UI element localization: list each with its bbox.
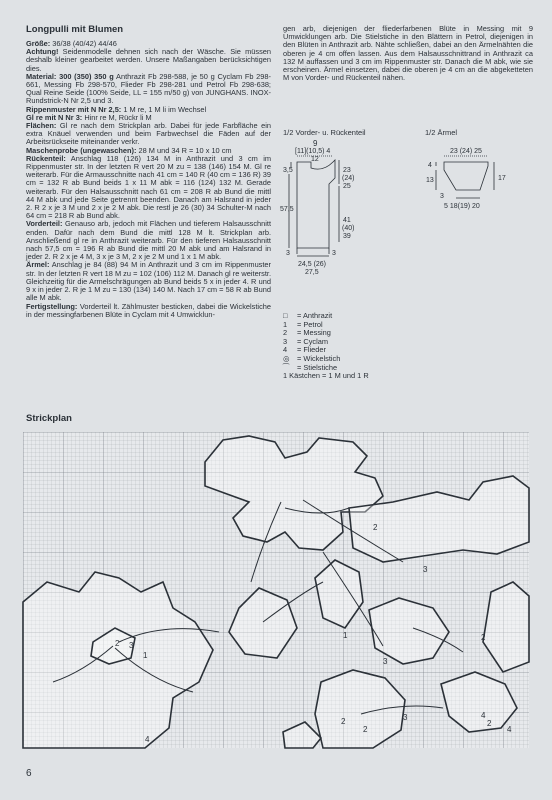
chart-title: Strickplan [26,413,72,424]
knitting-chart [23,432,529,748]
dim-35: 3,5 [283,167,293,174]
sleeve-13: 13 [426,177,434,184]
dim-575: 57,5 [280,206,294,213]
paragraph-text: Anschlag je 84 (88) 94 M in Anthrazit und 3 cm im Rippenmuster str. In der letzten R vert 18 M zu = 102 (106) 112 M. Danach gl re weiterstr. Gleichzeitig für die Armelschrägungen ab Bund beids 5 x in jeder 4. R und 9 x in jeder 2. R je 1 M zu = 130 (134) 140 M. Nach 17 cm = 58 R ab Bund alle M abk. [26,260,271,303]
paragraph-heading: Maschenprobe (ungewaschen): [26,145,137,155]
sleeve-4: 4 [428,162,432,169]
legend-symbol: 1 [283,319,288,329]
legend-label: = Anthrazit [297,311,333,320]
chart-color-number: 3 [129,641,134,650]
instruction-paragraph [26,122,271,147]
chart-color-number: 4 [507,725,512,734]
legend-symbol: 3 [283,336,288,346]
paragraph-text: Genauso arb, jedoch mit Flächen und tieferem Halsausschnitt enden. Dafür nach dem Bund die mittl 128 M lt. Strickplan arb. Anschließend gl re in Anthrazit weiterarb. Für den tieferen Halsausschnitt nach 57,5 cm = 196 R ab Bund die mittl 20 M abk und am Halsrand in jeder 2. R 2 x je 4 M, 3 x je 3 M, 2 x je 2 M und 1 x 1 M abk. [26,219,271,262]
legend-symbol: 2 [283,328,288,338]
paragraph-heading: Material: 300 (350) 350 g [26,71,114,81]
paragraph-text: 28 M und 34 R = 10 x 10 cm [136,145,232,155]
dim-40: (40) [342,225,355,232]
chart-color-number: 2 [341,717,346,726]
paragraph-heading: Fertigstellung: [26,301,78,311]
instruction-paragraph [26,73,271,106]
instruction-paragraphs [26,40,271,319]
legend-label: = Wickelstich [297,353,341,363]
dim-245: 24,5 (26) [298,261,327,268]
legend-symbol: 4 [283,345,288,355]
paragraph-text: Anthrazit Fb 298-588, je 50 g Cyclam Fb 298-661, Messing Fb 298-570, Flieder Fb 298-281 und Petrol Fb 298-638; Qual Reine Seide (100% Seide, LL = 155 m/50 g) von JUNGHANS. INOX-Rundstrick-N Nr 2,5 und 3. [26,71,271,106]
paragraph-heading: Ärmel: [26,260,50,270]
dim-39: 39 [343,233,351,240]
sleeve-schematic [418,140,518,220]
legend-symbol: □ [283,311,288,320]
instruction-paragraph [26,303,271,319]
chart-color-number: 2 [487,719,492,728]
dim-41: 41 [343,217,351,224]
instruction-paragraph [26,48,271,73]
chart-color-number: 4 [481,711,486,720]
legend-label: = Cyclam [297,336,329,346]
dim-3-right: 3 [332,250,336,257]
paragraph-heading: Achtung! [26,47,59,57]
body-outline [297,160,335,248]
chart-color-number: 2 [115,639,120,648]
page-number: 6 [26,768,32,779]
body-schematic [280,138,393,278]
dim-9: 9 [313,139,318,148]
instruction-paragraph [26,155,271,221]
sleeve-3: 3 [440,193,444,200]
chart-color-number: 2 [481,633,486,642]
instruction-paragraph [26,261,271,302]
paragraph-text: 1 M re, 1 M li im Wechsel [121,104,207,114]
chart-color-number: 2 [373,523,378,532]
paragraph-text: Gl re nach dem Strickplan arb. Dabei für jede Farbfläche ein extra Knäuel verwenden und beim Farbwechsel die Fäden auf der Arbeitsrückseite miteinander verkr. [26,121,271,147]
paragraph-text: Anschlag 118 (126) 134 M in Anthrazit und 3 cm im Rippenmuster str. In der letzten R vert 20 M zu = 138 (146) 154 M. Gl re weiterarb. Für die Armausschnitte nach 41 cm = 140 R (40 cm = 136 R) 39 cm = 132 R ab Bund beids 1 x 11 M abk = 116 (124) 132 M. Gerade weiterarb. Für den Halsausschnitt nach 61 cm = 208 R ab Bund die mittl 44 M abk und jede Seite getrennt beenden. Danach am Halsrand in jeder 2. R 2 x je 3 M und 2 x je 2 M abk. Die restl je 26 (30) 34 Schulter-M nach 64 cm = 218 R ab Bund abk. [26,153,271,221]
dim-12: 12 [311,156,319,163]
dim-275: 27,5 [305,269,319,276]
paragraph-heading: Gl re mit N Nr 3: [26,112,83,122]
sleeve-bottom: 5 18(19) 20 [444,203,480,210]
paragraph-heading: Rückenteil: [26,153,66,163]
chart-color-number: 1 [143,651,148,660]
paragraph-heading: Rippenmuster mit N Nr 2,5: [26,104,122,114]
legend-item [283,372,423,381]
legend-label: = Flieder [297,345,326,355]
sleeve-diagram-title: 1/2 Ärmel [425,128,458,137]
stielstich-icon: ⁀ [283,362,289,372]
dim-top-widths: [11](10,5) 4 [295,148,331,155]
paragraph-heading: Flächen: [26,121,57,131]
chart-color-number: 3 [383,657,388,666]
sleeve-outline [444,162,488,190]
rib-band [297,248,329,254]
sleeve-17: 17 [498,175,506,182]
paragraph-text: Vorderteil lt. Zählmuster besticken, dabei die Wickelstiche in der messingfarbenen Blüte in Cyclam mit 4 Umwicklun- [26,301,271,319]
paragraph-text: Hinr re M, Rückr li M [82,112,152,122]
instructions-column-left [26,25,271,319]
wickelstich-icon: ◎ [283,353,290,363]
body-diagram-title: 1/2 Vorder- u. Rückenteil [283,128,366,137]
legend-label: = Messing [297,328,331,338]
chart-color-number: 3 [403,713,408,722]
instructions-column-right [283,25,533,82]
legend-note: 1 Kästchen = 1 M und 1 R [283,371,369,381]
dim-3-left: 3 [286,250,290,257]
instruction-continuation: gen arb, diejenigen der fliederfarbenen Blüte in Messing mit 9 Umwicklungen arb. Die Stielstiche in den Blättern in Petrol, diejenigen in den Blüten in Anthrazit arb. Nähte schließen, dabei an den Ärmelnähten die oberen je 4 cm offen lassen. Aus dem Halsausschnittrand in Anthrazit ca 132 M auffassen und 3 cm im Rippenmuster str. Danach die M abk, wie sie erscheinen. Ärmel einsetzen, dabei die oberen je 4 cm an die abgeketteten M von Vorder- und Rückenteil nähen. [283,24,533,83]
legend-label: = Petrol [297,319,323,329]
chart-color-number: 3 [423,565,428,574]
dim-23: 23 [343,167,351,174]
instruction-paragraph [26,220,271,261]
dim-25: 25 [343,183,351,190]
dim-24: (24) [342,175,355,182]
pattern-title: Longpulli mit Blumen [26,24,124,35]
chart-color-number: 1 [343,631,348,640]
paragraph-text: 36/38 (40/42) 44/46 [50,39,117,48]
paragraph-text: Seidenmodelle dehnen sich nach der Wäsche. Sie müssen deshalb kleiner gearbeitet werden. Unsere Maßangaben berücksichtigen dies. [26,47,271,73]
sleeve-top: 23 (24) 25 [450,148,482,155]
paragraph-heading: Größe: [26,39,51,48]
legend-label: = Stielstiche [297,362,338,372]
paragraph-heading: Vorderteil: [26,219,63,229]
color-legend [283,312,423,381]
chart-color-number: 4 [145,735,150,744]
chart-color-number: 2 [363,725,368,734]
